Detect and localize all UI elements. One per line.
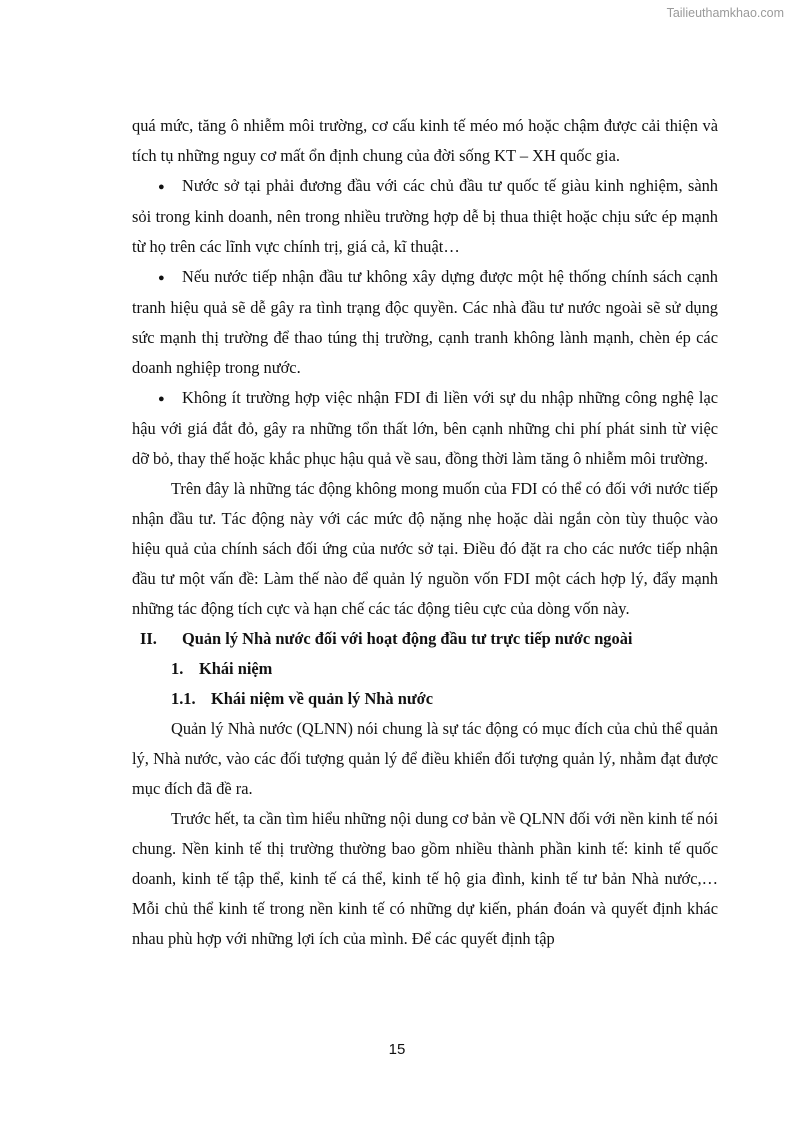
bullet-item-2 bbox=[132, 262, 718, 383]
sub-subsection-heading bbox=[132, 684, 718, 714]
paragraph-continuation: quá mức, tăng ô nhiễm môi trường, cơ cấu kinh tế méo mó hoặc chậm được cải thiện và tích tụ những nguy cơ mất ổn định chung của đời sống KT – XH quốc gia. bbox=[132, 116, 718, 165]
bullet-icon: ● bbox=[158, 272, 165, 284]
subsection-number: 1. bbox=[171, 659, 184, 678]
bullet-text: Nước sở tại phải đương đầu với các chủ đầu tư quốc tế giàu kinh nghiệm, sành sỏi trong kinh doanh, nên trong nhiều trường hợp dễ bị thua thiệt hoặc chịu sức ép mạnh từ họ trên các lĩnh vực chính trị, giá cả, kĩ thuật… bbox=[132, 176, 718, 256]
page-number: 15 bbox=[388, 1041, 406, 1058]
subsection-title: Khái niệm bbox=[199, 659, 273, 678]
bullet-text: Không ít trường hợp việc nhận FDI đi liền với sự du nhập những công nghệ lạc hậu với giá đắt đỏ, gây ra những tổn thất lớn, bên cạnh những chi phí phát sinh từ việc dỡ bỏ, thay thế hoặc khắc phục hậu quả về sau, đồng thời làm tăng ô nhiễm môi trường. bbox=[132, 388, 718, 468]
paragraph-economy: Trước hết, ta cần tìm hiểu những nội dung cơ bản về QLNN đối với nền kinh tế nói chung. Nền kinh tế thị trường thường bao gồm nhiều thành phần kinh tế: kinh tế quốc doanh, kinh tế tập thể, kinh tế cá thể, kinh tế hộ gia đình, kinh tế tư bản Nhà nước,… Mỗi chủ thể kinh tế trong nền kinh tế có những dự kiến, phán đoán và quyết định khác nhau phù hợp với những lợi ích của mình. Để các quyết định tập bbox=[132, 809, 718, 948]
section-heading bbox=[132, 624, 718, 654]
section-number: II. bbox=[140, 629, 157, 648]
bullet-item-3 bbox=[132, 383, 718, 474]
paragraph-definition: Quản lý Nhà nước (QLNN) nói chung là sự tác động có mục đích của chủ thể quản lý, Nhà nước, vào các đối tượng quản lý để điều khiển đối tượng quản lý, nhằm đạt được mục đích đã đề ra. bbox=[132, 719, 718, 798]
watermark: Tailieuthamkhao.com bbox=[666, 6, 784, 20]
paragraph-summary: Trên đây là những tác động không mong muốn của FDI có thể có đối với nước tiếp nhận đầu tư. Tác động này với các mức độ nặng nhẹ hoặc dài ngắn còn tùy thuộc vào hiệu quả của chính sách đối ứng của nước sở tại. Điều đó đặt ra cho các nước tiếp nhận đầu tư một vấn đề: Làm thế nào để quản lý nguồn vốn FDI một cách hợp lý, đẩy mạnh những tác động tích cực và hạn chế các tác động tiêu cực của dòng vốn này. bbox=[132, 479, 718, 618]
sub-subsection-title: Khái niệm về quản lý Nhà nước bbox=[211, 689, 434, 708]
bullet-text: Nếu nước tiếp nhận đầu tư không xây dựng được một hệ thống chính sách cạnh tranh hiệu quả sẽ dễ gây ra tình trạng độc quyền. Các nhà đầu tư nước ngoài sẽ sử dụng sức mạnh thị trường để thao túng thị trường, cạnh tranh không lành mạnh, chèn ép các doanh nghiệp trong nước. bbox=[132, 267, 718, 377]
subsection-heading bbox=[132, 654, 718, 684]
section-title: Quản lý Nhà nước đối với hoạt động đầu tư trực tiếp nước ngoài bbox=[182, 629, 633, 648]
bullet-icon: ● bbox=[158, 393, 165, 405]
bullet-item-1 bbox=[132, 171, 718, 262]
page-body bbox=[132, 111, 718, 954]
sub-subsection-number: 1.1. bbox=[171, 689, 196, 708]
bullet-icon: ● bbox=[158, 181, 165, 193]
